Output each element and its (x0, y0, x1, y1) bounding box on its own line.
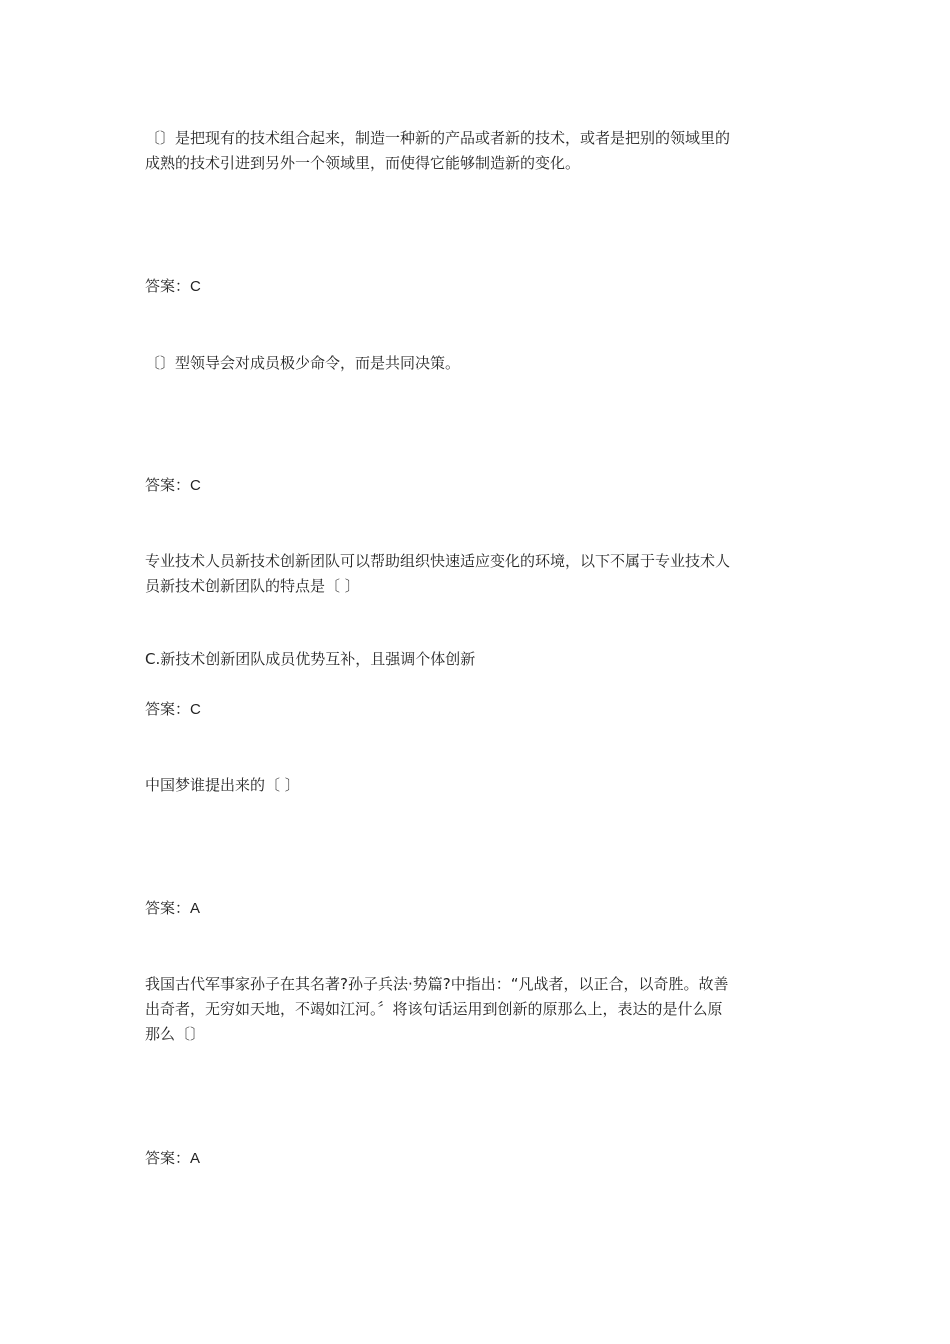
question-3-line-1: 专业技术人员新技术创新团队可以帮助组织快速适应变化的环境，以下不属于专业技术人 (145, 552, 731, 570)
question-1-line-2: 成熟的技术引进到另外一个领域里，而使得它能够制造新的变化。 (145, 154, 581, 172)
answer-2: 答案：C (145, 477, 201, 494)
question-5-line-2: 出奇者，无穷如天地，不竭如江河。〞将该句话运用到创新的原那么上，表达的是什么原 (145, 1000, 723, 1018)
question-4-line-1: 中国梦谁提出来的〔 〕 (145, 776, 300, 794)
question-1-line-1: 〔〕是把现有的技术组合起来，制造一种新的产品或者新的技术，或者是把别的领域里的 (145, 129, 731, 147)
question-5-line-1: 我国古代军事家孙子在其名著?孙子兵法·势篇?中指出：“凡战者，以正合，以奇胜。故善 (145, 975, 729, 993)
question-3-line-2: 员新技术创新团队的特点是〔 〕 (145, 577, 360, 595)
answer-3: 答案：C (145, 701, 201, 718)
answer-5: 答案：A (145, 1150, 201, 1167)
answer-1: 答案：C (145, 278, 201, 295)
option-3-c: C.新技术创新团队成员优势互补，且强调个体创新 (145, 650, 476, 668)
question-5-line-3: 那么〔〕 (145, 1025, 206, 1043)
question-2-line-1: 〔〕型领导会对成员极少命令，而是共同决策。 (145, 354, 461, 372)
answer-4: 答案：A (145, 900, 201, 917)
